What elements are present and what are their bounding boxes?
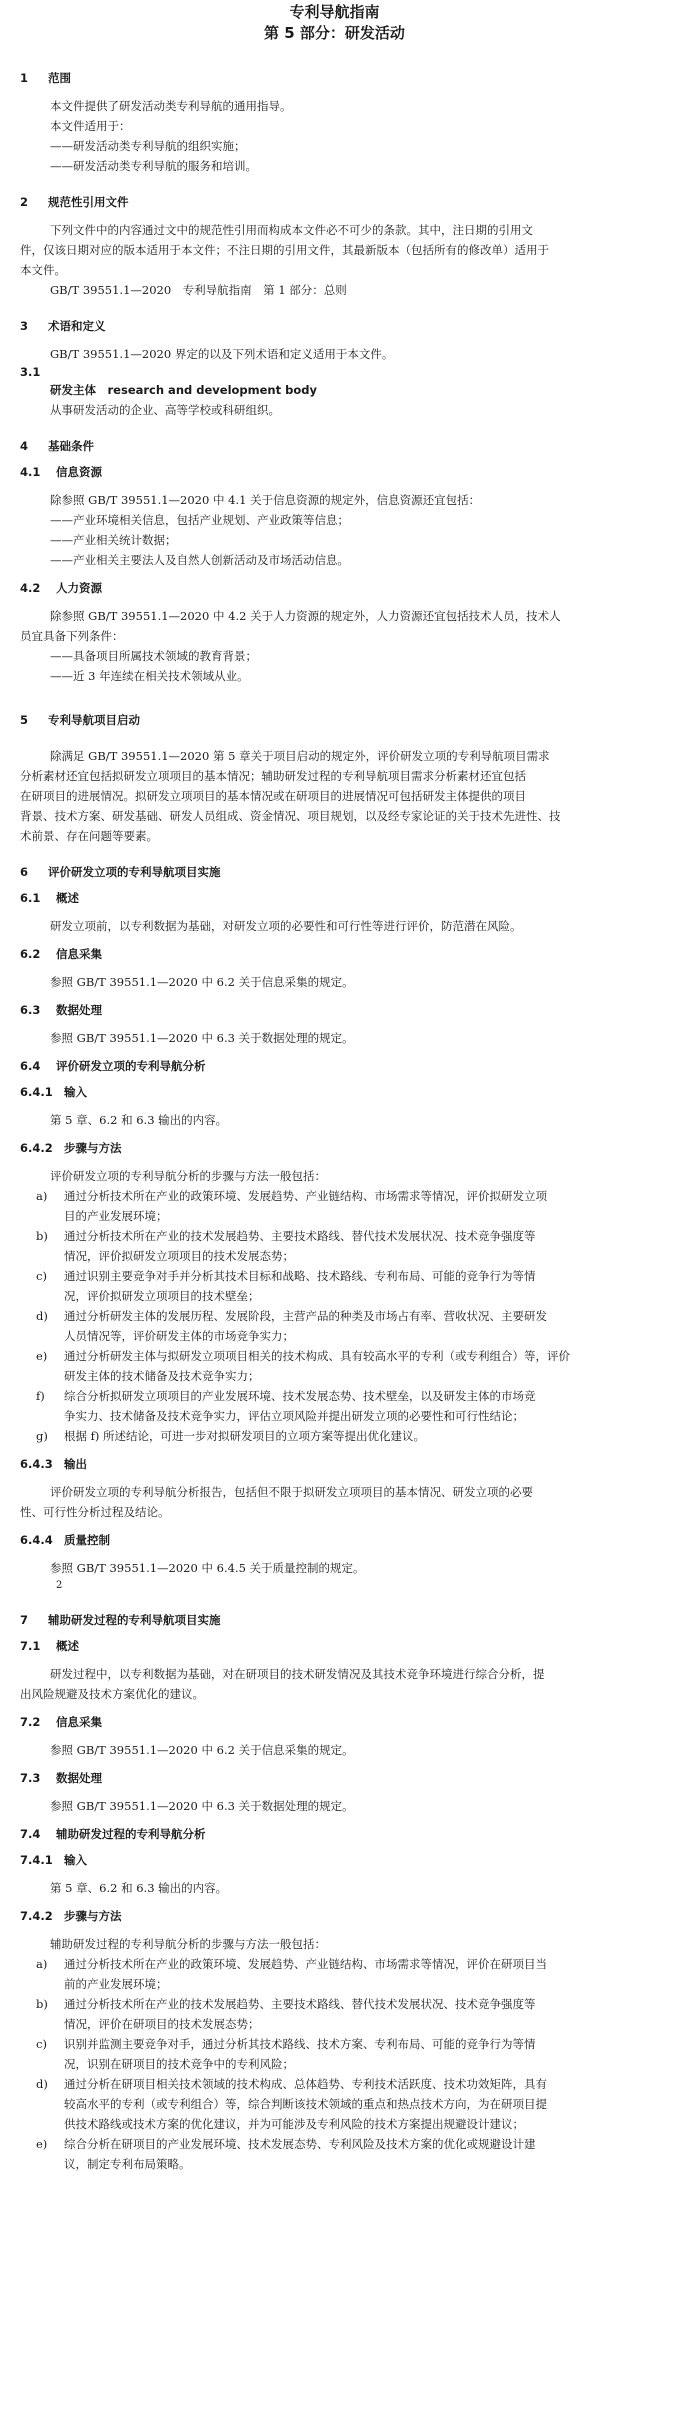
document (0, 2, 673, 2174)
section-7-4-1-heading: 7.4.1 输入 (20, 1853, 87, 1867)
list-item: e) 综合分析在研项目的产业发展环境、技术发展态势、专利风险及技术方案的优化或规避设计建 议，制定专利布局策略。 (36, 2137, 536, 2171)
list-item: d) 通过分析研发主体的发展历程、发展阶段，主营产品的种类及市场占有率、营收状况、主要研发 人员情况等，评价研发主体的市场竞争实力； (36, 1309, 547, 1343)
section-7-4-2-heading: 7.4.2 步骤与方法 (20, 1909, 122, 1923)
list-item: ——产业环境相关信息，包括产业规划、产业政策等信息； (50, 513, 349, 527)
section-5-line: 分析素材还宜包括拟研发立项项目的基本情况；辅助研发过程的专利导航项目需求分析素材还宜包括 (20, 769, 526, 783)
section-6-heading: 6 评价研发立项的专利导航项目实施 (20, 865, 221, 879)
section-5-line: 背景、技术方案、研发基础、研发人员组成、资金情况、项目规划，以及经专家论证的关于技术先进性、技 (20, 809, 561, 823)
list-item: b) 通过分析技术所在产业的技术发展趋势、主要技术路线、替代技术发展状况、技术竞争强度等 情况，评价拟研发立项项目的技术发展态势； (36, 1229, 536, 1263)
normative-reference: GB/T 39551.1—2020 专利导航指南 第 1 部分：总则 (50, 283, 347, 297)
section-6-2-heading: 6.2 信息采集 (20, 947, 102, 961)
section-4-2-line: 除参照 GB/T 39551.1—2020 中 4.2 关于人力资源的规定外，人力资源还宜包括技术人员，技术人 (50, 609, 561, 623)
list-item: a) 通过分析技术所在产业的政策环境、发展趋势、产业链结构、市场需求等情况，评价拟研发立项 目的产业发展环境； (36, 1189, 547, 1223)
list-item: c) 识别并监测主要竞争对手，通过分析其技术路线、技术方案、专利布局、可能的竞争行为等情 况，识别在研项目的技术竞争中的专利风险； (36, 2037, 536, 2071)
section-2-line: 件，仅该日期对应的版本适用于本文件；不注日期的引用文件，其最新版本（包括所有的修改单）适用于 (20, 243, 549, 257)
section-6-4-3-line: 性、可行性分析过程及结论。 (20, 1505, 170, 1519)
list-item: ——产业相关主要法人及自然人创新活动及市场活动信息。 (50, 553, 349, 567)
section-6-1-heading: 6.1 概述 (20, 891, 79, 905)
section-4-1-p1: 除参照 GB/T 39551.1—2020 中 4.1 关于信息资源的规定外，信息资源还宜包括： (50, 493, 481, 507)
section-6-3-heading: 6.3 数据处理 (20, 1003, 102, 1017)
section-6-4-1-heading: 6.4.1 输入 (20, 1085, 87, 1099)
section-6-4-4-p1: 参照 GB/T 39551.1—2020 中 6.4.5 关于质量控制的规定。 (50, 1561, 365, 1575)
section-1-p1: 本文件提供了研发活动类专利导航的通用指导。 (50, 99, 292, 113)
section-6-4-4-heading: 6.4.4 质量控制 (20, 1533, 110, 1547)
section-7-1-line: 出风险规避及技术方案优化的建议。 (20, 1687, 204, 1701)
list-item: ——具备项目所属技术领域的教育背景； (50, 649, 257, 663)
section-6-4-2-heading: 6.4.2 步骤与方法 (20, 1141, 122, 1155)
section-6-1-p1: 研发立项前，以专利数据为基础，对研发立项的必要性和可行性等进行评价，防范潜在风险。 (50, 919, 522, 933)
list-item: e) 通过分析研发主体与拟研发立项项目相关的技术构成、具有较高水平的专利（或专利组合）等，评价 研发主体的技术储备及技术竞争实力； (36, 1349, 570, 1383)
list-item: f) 综合分析拟研发立项项目的产业发展环境、技术发展态势、技术壁垒，以及研发主体的市场竞 争实力、技术储备及技术竞争实力，评估立项风险并提出研发立项的必要性和可行性结论； (36, 1389, 536, 1423)
section-6-4-3-heading: 6.4.3 输出 (20, 1457, 87, 1471)
list-item: ——研发活动类专利导航的服务和培训。 (50, 159, 257, 173)
list-item: ——研发活动类专利导航的组织实施； (50, 139, 246, 153)
section-6-4-2-p1: 评价研发立项的专利导航分析的步骤与方法一般包括： (50, 1169, 326, 1183)
section-5-line: 在研项目的进展情况。拟研发立项项目的基本情况或在研项目的进展情况可包括研发主体提供的项目 (20, 789, 526, 803)
section-7-2-p1: 参照 GB/T 39551.1—2020 中 6.2 关于信息采集的规定。 (50, 1743, 354, 1757)
list-item: a) 通过分析技术所在产业的政策环境、发展趋势、产业链结构、市场需求等情况，评价在研项目当 前的产业发展环境； (36, 1957, 547, 1991)
list-item: ——产业相关统计数据； (50, 533, 177, 547)
section-7-2-heading: 7.2 信息采集 (20, 1715, 102, 1729)
list-item: d) 通过分析在研项目相关技术领域的技术构成、总体趋势、专利技术活跃度、技术功效矩阵，具有 较高水平的专利（或专利组合）等，综合判断该技术领域的重点和热点技术方向，为在研项目提 供技术路线或技术方案的优化建议，并为可能涉及专利风险的技术方案提出规避设计建议； (36, 2077, 547, 2131)
section-6-4-3-line: 评价研发立项的专利导航分析报告，包括但不限于拟研发立项项目的基本情况、研发立项的必要 (50, 1485, 533, 1499)
section-7-4-heading: 7.4 辅助研发过程的专利导航分析 (20, 1827, 206, 1841)
section-6-4-1-p1: 第 5 章、6.2 和 6.3 输出的内容。 (50, 1113, 228, 1127)
section-2-heading: 2 规范性引用文件 (20, 195, 129, 209)
list-item: ——近 3 年连续在相关技术领域从业。 (50, 669, 249, 683)
section-4-1-heading: 4.1 信息资源 (20, 465, 102, 479)
list-item: b) 通过分析技术所在产业的技术发展趋势、主要技术路线、替代技术发展状况、技术竞争强度等 情况，评价在研项目的技术发展态势； (36, 1997, 536, 2031)
section-5-line: 术前景、存在问题等要素。 (20, 829, 158, 843)
section-7-3-heading: 7.3 数据处理 (20, 1771, 102, 1785)
section-5-line: 除满足 GB/T 39551.1—2020 第 5 章关于项目启动的规定外，评价研发立项的专利导航项目需求 (50, 749, 550, 763)
section-7-heading: 7 辅助研发过程的专利导航项目实施 (20, 1613, 221, 1627)
section-7-4-1-p1: 第 5 章、6.2 和 6.3 输出的内容。 (50, 1881, 228, 1895)
list-item: g) 根据 f) 所述结论，可进一步对拟研发项目的立项方案等提出优化建议。 (36, 1429, 426, 1443)
list-item: c) 通过识别主要竞争对手并分析其技术目标和战略、技术路线、专利布局、可能的竞争行为等情 况，评价拟研发立项项目的技术壁垒； (36, 1269, 536, 1303)
section-6-2-p1: 参照 GB/T 39551.1—2020 中 6.2 关于信息采集的规定。 (50, 975, 354, 989)
section-5-heading: 5 专利导航项目启动 (20, 713, 140, 727)
section-6-3-p1: 参照 GB/T 39551.1—2020 中 6.3 关于数据处理的规定。 (50, 1031, 354, 1045)
section-3-heading: 3 术语和定义 (20, 319, 106, 333)
section-2-line: 本文件。 (20, 263, 66, 277)
section-7-1-heading: 7.1 概述 (20, 1639, 79, 1653)
section-4-2-line: 员宜具备下列条件： (20, 629, 124, 643)
term: 研发主体 research and development body (50, 383, 317, 397)
page-number: 2 (56, 1580, 63, 1591)
document-title: 专利导航指南 (289, 3, 380, 21)
section-4-2-heading: 4.2 人力资源 (20, 581, 102, 595)
section-2-line: 下列文件中的内容通过文中的规范性引用而构成本文件必不可少的条款。其中，注日期的引用文 (50, 223, 533, 237)
section-1-heading: 1 范围 (20, 71, 71, 85)
document-subtitle: 第 5 部分：研发活动 (264, 24, 405, 42)
section-7-1-line: 研发过程中，以专利数据为基础，对在研项目的技术研发情况及其技术竞争环境进行综合分析，提 (50, 1667, 545, 1681)
section-4-heading: 4 基础条件 (20, 439, 94, 453)
section-6-4-heading: 6.4 评价研发立项的专利导航分析 (20, 1059, 206, 1073)
section-7-4-2-p1: 辅助研发过程的专利导航分析的步骤与方法一般包括： (50, 1937, 326, 1951)
section-1-p2: 本文件适用于： (50, 119, 131, 133)
term-definition: 从事研发活动的企业、高等学校或科研组织。 (50, 403, 280, 417)
section-3-p1: GB/T 39551.1—2020 界定的以及下列术语和定义适用于本文件。 (50, 347, 394, 361)
section-7-3-p1: 参照 GB/T 39551.1—2020 中 6.3 关于数据处理的规定。 (50, 1799, 354, 1813)
section-3-1-number: 3.1 (20, 365, 41, 379)
